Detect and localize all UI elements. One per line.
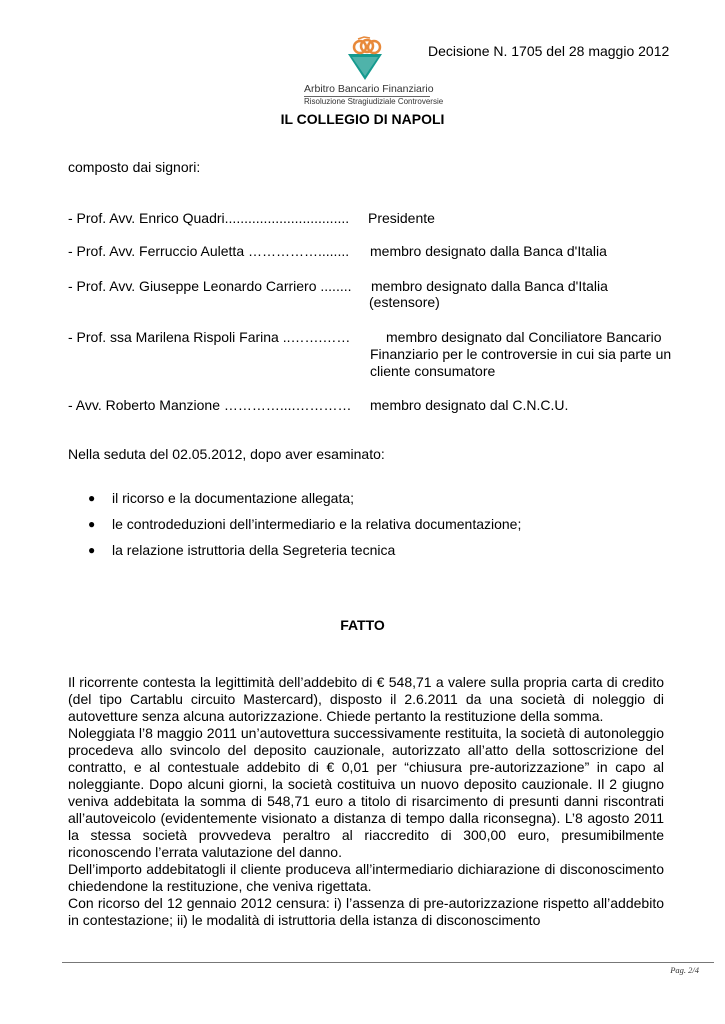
member-name: - Prof. Avv. Ferruccio Auletta ……………........ — [68, 243, 350, 259]
member-role: Presidente — [368, 210, 435, 226]
logo-subtitle: Risoluzione Stragiudiziale Controversie — [304, 97, 444, 106]
footer-divider — [62, 962, 714, 963]
composition-intro: composto dai signori: — [68, 159, 201, 175]
college-title: IL COLLEGIO DI NAPOLI — [280, 111, 445, 127]
page-number: Pag. 2/4 — [670, 965, 699, 975]
member-role-note: (estensore) — [369, 294, 440, 310]
paragraph: Con ricorso del 12 gennaio 2012 censura: i) l’assenza di pre-autorizzazione rispetto all’addebito in contestazione; ii) le modalità di istruttoria della istanza di disconoscimento — [68, 895, 664, 928]
decision-number: Decisione N. 1705 del 28 maggio 2012 — [428, 43, 670, 59]
session-intro: Nella seduta del 02.05.2012, dopo aver esaminato: — [68, 446, 385, 462]
list-item: le controdeduzioni dell’intermediario e la relativa documentazione; — [112, 516, 522, 532]
section-heading-fatto: FATTO — [340, 617, 385, 633]
member-role-line: Finanziario per le controversie in cui sia parte un — [370, 346, 672, 362]
abf-logo — [300, 36, 444, 106]
paragraph: Il ricorrente contesta la legittimità dell’addebito di € 548,71 a valere sulla propria carta di credito (del tipo Cartablu circuito Mastercard), disposto il 2.6.2011 da una società di noleggio di autovetture senza alcuna autorizzazione. Chiede pertanto la restituzione della somma. — [68, 674, 664, 724]
member-name: - Avv. Roberto Manzione …………....………… — [68, 397, 352, 413]
member-name: - Prof. ssa Marilena Rispoli Farina ..…….…… — [68, 329, 351, 345]
member-role: membro designato dal C.N.C.U. — [370, 397, 569, 413]
list-item: la relazione istruttoria della Segreteria tecnica — [112, 542, 396, 558]
bullet-icon: ● — [88, 543, 96, 557]
bullet-icon: ● — [88, 517, 96, 531]
logo-name: Arbitro Bancario Finanziario — [304, 83, 434, 95]
member-role: membro designato dalla Banca d'Italia — [371, 278, 608, 294]
bullet-icon: ● — [88, 491, 96, 505]
member-name: - Prof. Avv. Enrico Quadri................................ — [68, 210, 350, 226]
paragraph: Dell’importo addebitatogli il cliente produceva all’intermediario dichiarazione di disconoscimento chiedendone la restituzione, che veniva rigettata. — [68, 861, 664, 894]
member-role-line: cliente consumatore — [370, 363, 496, 379]
member-role: membro designato dal Conciliatore Bancario — [386, 329, 662, 345]
list-item: il ricorso e la documentazione allegata; — [112, 490, 355, 506]
abf-emblem-icon — [340, 36, 390, 82]
member-role: membro designato dalla Banca d'Italia — [370, 243, 607, 259]
paragraph: Noleggiata l’8 maggio 2011 un’autovettura successivamente restituita, la società di autonoleggio procedeva allo svincolo del deposito cauzionale, autorizzato all’atto della sottoscrizione del contratto, e al contestuale addebito di € 0,01 per “chiusura pre-autorizzazione” in capo al noleggiante. Dopo alcuni giorni, la società costituiva un nuovo deposito cauzionale. Il 2 giugno veniva addebitata la somma di 548,71 euro a titolo di risarcimento di presunti danni riscontrati all’autoveicolo (evidentemente visionato a distanza di tempo dalla riconsegna). L’8 agosto 2011 la stessa società provvedeva peraltro al riaccredito di 300,00 euro, presumibilmente riconoscendo l’errata valutazione del danno. — [68, 725, 664, 860]
fatto-body — [68, 674, 664, 929]
member-name: - Prof. Avv. Giuseppe Leonardo Carriero ........ — [68, 278, 352, 294]
